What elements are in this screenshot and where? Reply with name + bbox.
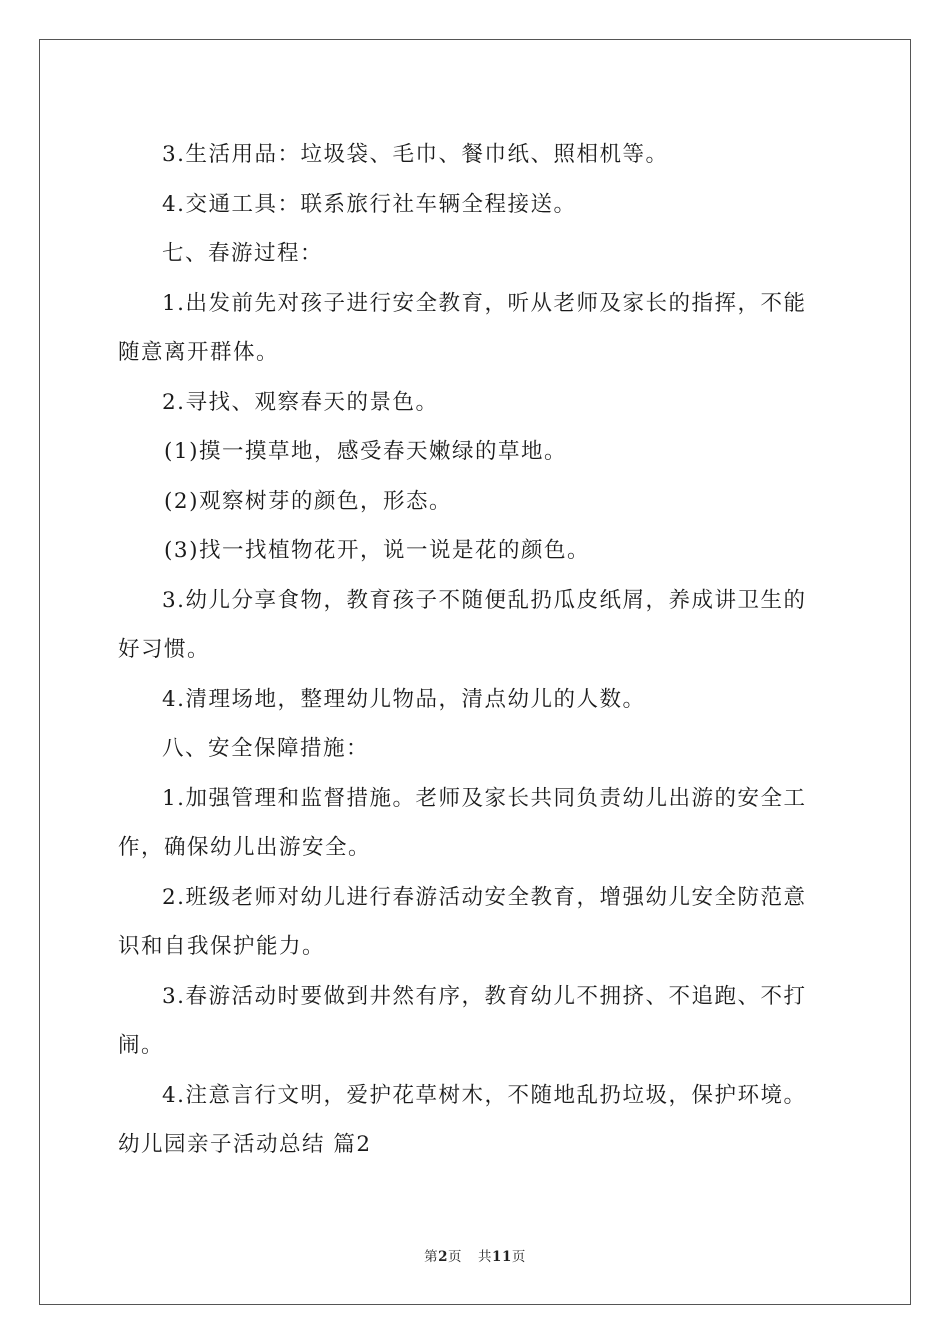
paragraph: 1.出发前先对孩子进行安全教育，听从老师及家长的指挥，不能	[162, 290, 807, 316]
paragraph-continuation: 好习惯。	[118, 637, 211, 662]
paragraph: 4.清理场地，整理幼儿物品，清点幼儿的人数。	[162, 686, 646, 712]
page-number: 2	[438, 1249, 449, 1265]
page-footer	[0, 1245, 950, 1265]
page-prefix: 第	[424, 1249, 439, 1265]
paragraph-continuation: 闹。	[118, 1033, 165, 1058]
paragraph: 4.交通工具：联系旅行社车辆全程接送。	[162, 191, 577, 217]
document-body	[118, 130, 834, 1170]
paragraph: 3.生活用品：垃圾袋、毛巾、餐巾纸、照相机等。	[162, 142, 669, 167]
total-prefix: 共	[478, 1249, 493, 1265]
section-heading: 八、安全保障措施：	[162, 736, 370, 761]
total-pages: 11	[492, 1249, 512, 1265]
paragraph: 2.寻找、观察春天的景色。	[162, 389, 439, 415]
sub-item: (1)摸一摸草地，感受春天嫩绿的草地。	[164, 439, 567, 464]
paragraph-continuation: 识和自我保护能力。	[118, 934, 326, 959]
paragraph-continuation: 作，确保幼儿出游安全。	[118, 835, 372, 860]
sub-item: (3)找一找植物花开，说一说是花的颜色。	[164, 538, 590, 563]
paragraph-continuation: 随意离开群体。	[118, 340, 280, 365]
paragraph: 3.幼儿分享食物，教育孩子不随便乱扔瓜皮纸屑，养成讲卫生的	[162, 587, 807, 613]
article-title: 幼儿园亲子活动总结 篇2	[118, 1132, 372, 1157]
paragraph: 4.注意言行文明，爱护花草树木，不随地乱扔垃圾，保护环境。	[162, 1082, 807, 1108]
paragraph: 3.春游活动时要做到井然有序，教育幼儿不拥挤、不追跑、不打	[162, 983, 807, 1009]
page-suffix: 页	[448, 1249, 463, 1265]
paragraph: 1.加强管理和监督措施。老师及家长共同负责幼儿出游的安全工	[162, 785, 807, 811]
sub-item: (2)观察树芽的颜色，形态。	[164, 488, 452, 514]
section-heading: 七、春游过程：	[162, 241, 324, 266]
total-suffix: 页	[511, 1249, 526, 1265]
paragraph: 2.班级老师对幼儿进行春游活动安全教育，增强幼儿安全防范意	[162, 884, 807, 910]
